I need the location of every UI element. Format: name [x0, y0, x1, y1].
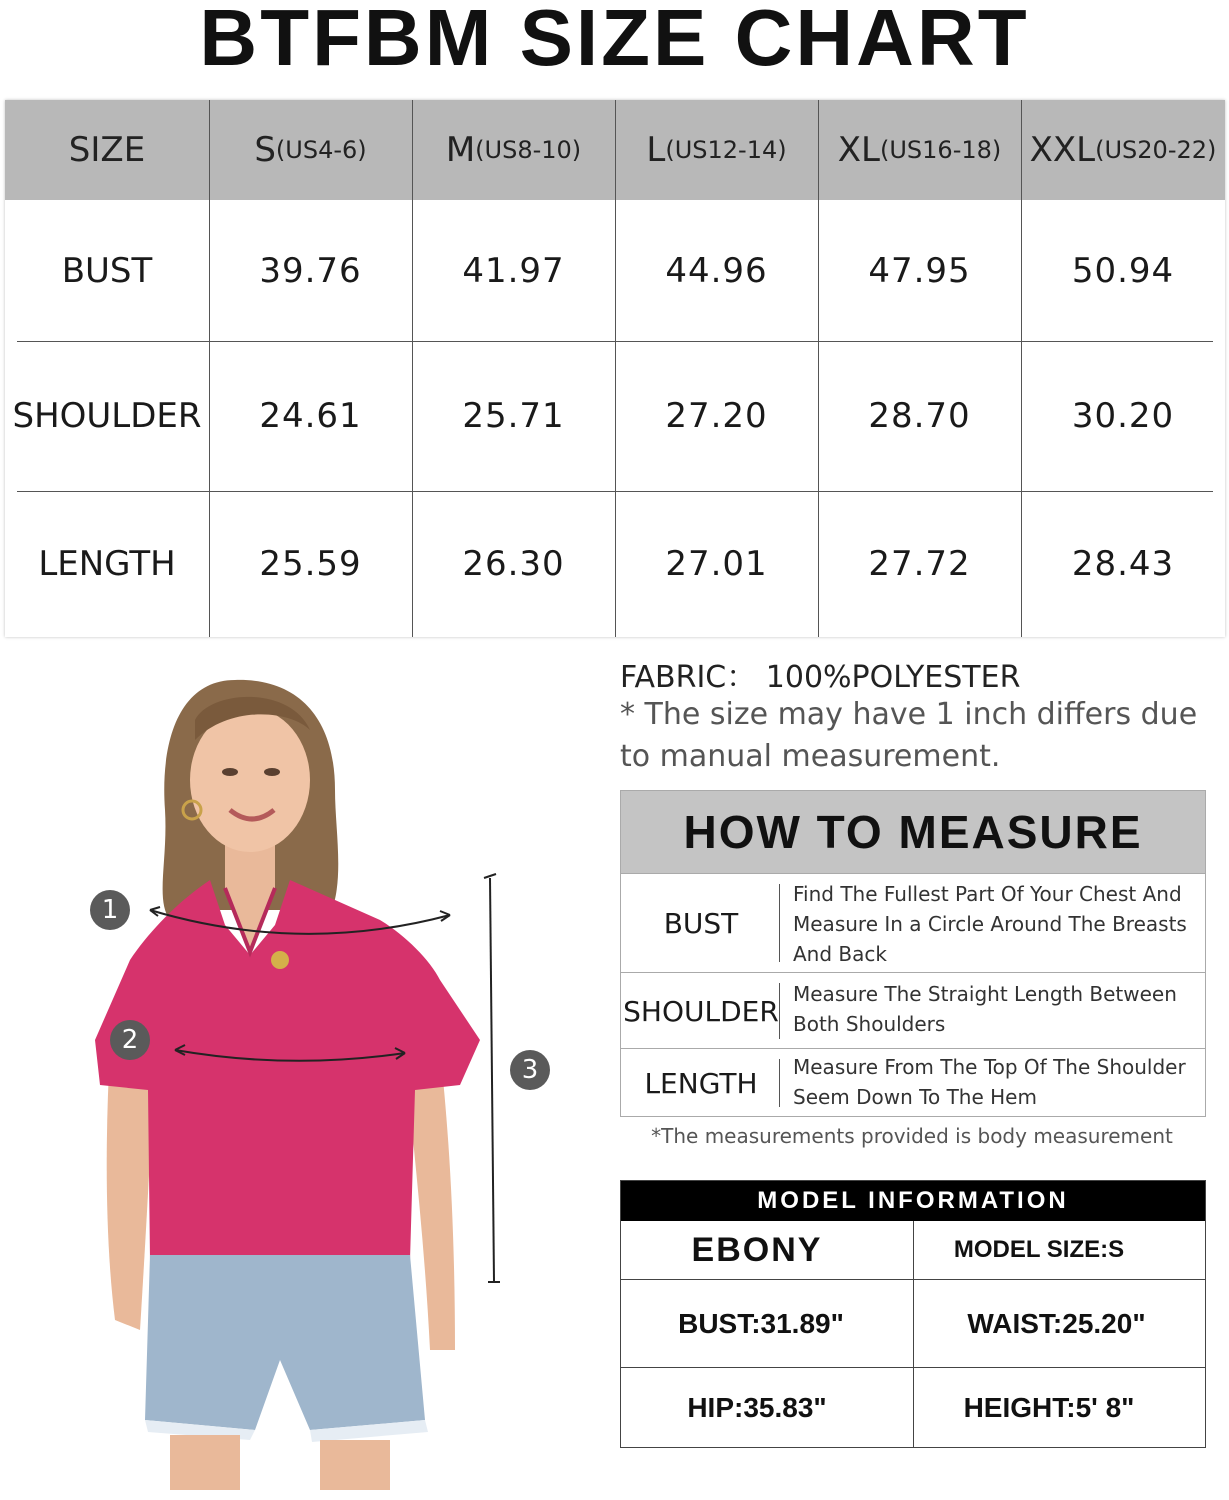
how-to-measure-table	[620, 790, 1206, 1117]
table-cell: 27.01	[665, 544, 768, 584]
table-cell: 24.61	[259, 396, 362, 436]
size-chart-table	[5, 100, 1225, 637]
row-label-shoulder: SHOULDER	[12, 396, 202, 436]
model-photo	[60, 660, 539, 1490]
model-information-title: MODEL INFORMATION	[621, 1181, 1205, 1221]
model-hip: HIP:35.83"	[687, 1391, 827, 1423]
header-size-label: SIZE	[68, 130, 146, 170]
header-size-us: (US20-22)	[1095, 136, 1217, 164]
model-size: MODEL SIZE:S	[953, 1236, 1125, 1263]
table-cell: 26.30	[462, 544, 565, 584]
marker-1-icon: 1	[90, 890, 130, 930]
measure-description: Measure The Straight Length Between Both Shoulders	[793, 982, 1177, 1036]
model-waist: WAIST:25.20"	[967, 1307, 1146, 1339]
header-size-main: L	[646, 130, 666, 170]
header-cell-size	[5, 100, 209, 200]
measure-divider	[779, 1059, 780, 1107]
measure-divider	[779, 983, 780, 1039]
table-cell: 39.76	[259, 250, 362, 291]
row-label-length: LENGTH	[38, 544, 176, 584]
model-bust: BUST:31.89"	[678, 1307, 844, 1339]
table-cell: 47.95	[868, 250, 971, 291]
measure-row-bust	[621, 873, 1205, 973]
header-size-main: XL	[837, 130, 880, 170]
table-cell: 28.43	[1071, 544, 1175, 584]
table-cell: 30.20	[1071, 396, 1175, 436]
header-size-us: (US12-14)	[665, 136, 787, 164]
measure-divider	[779, 884, 780, 962]
model-illustration	[60, 660, 520, 1490]
how-to-measure-title: HOW TO MEASURE	[621, 791, 1205, 873]
header-size-us: (US8-10)	[475, 136, 582, 164]
header-size-main: XXL	[1029, 130, 1096, 170]
header-size-main: M	[445, 130, 476, 170]
model-height: HEIGHT:5' 8"	[963, 1391, 1135, 1423]
marker-3-icon: 3	[510, 1050, 550, 1090]
header-size-us: (US16-18)	[879, 136, 1002, 164]
row-label-bust: BUST	[61, 250, 153, 291]
table-cell: 27.20	[665, 396, 768, 436]
measure-row-length	[621, 1048, 1205, 1117]
marker-2-icon: 2	[110, 1020, 150, 1060]
table-cell: 25.71	[462, 396, 565, 436]
header-size-us: (US4-6)	[275, 136, 367, 164]
header-cell-xxl	[1021, 100, 1225, 200]
table-cell: 28.70	[868, 396, 971, 436]
header-cell-s	[209, 100, 412, 200]
measure-description: Find The Fullest Part Of Your Chest And Measure In a Circle Around The Breasts And Back	[793, 882, 1187, 966]
table-cell: 25.59	[259, 544, 362, 584]
table-cell: 41.97	[462, 250, 565, 291]
model-name: EBONY	[691, 1230, 823, 1269]
measure-description: Measure From The Top Of The Shoulder Seem Down To The Hem	[793, 1055, 1186, 1109]
fabric-info: FABRIC： 100%POLYESTER	[620, 660, 1021, 695]
measure-label: BUST	[663, 907, 739, 940]
header-cell-l	[615, 100, 818, 200]
table-cell: 27.72	[868, 544, 971, 584]
table-cell: 50.94	[1071, 250, 1175, 291]
model-information-table	[620, 1180, 1206, 1448]
header-size-main: S	[254, 130, 276, 170]
measure-label: SHOULDER	[623, 994, 779, 1028]
header-cell-m	[412, 100, 615, 200]
table-cell: 44.96	[665, 250, 768, 291]
header-cell-xl	[818, 100, 1021, 200]
body-measurement-note: *The measurements provided is body measurement	[651, 1124, 1173, 1148]
measure-row-shoulder	[621, 972, 1205, 1049]
page-title: BTFBM SIZE CHART	[199, 0, 1030, 82]
measure-label: LENGTH	[644, 1066, 758, 1100]
size-note: * The size may have 1 inch differs due to manual measurement.	[620, 697, 1198, 774]
